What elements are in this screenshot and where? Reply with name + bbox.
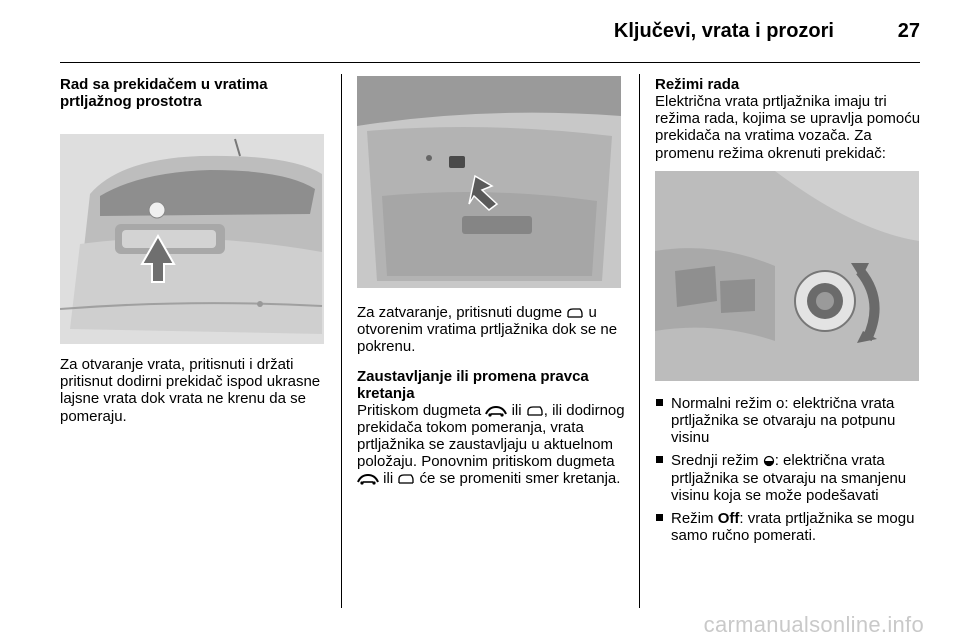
column-right: [655, 76, 925, 550]
paragraph-open-tailgate: Za otvaranje vrata, pritisnuti i držati pritisnut dodirni prekidač ispod ukrasne lajsne vrata dok vrata ne krenu da se pomeraju.: [60, 356, 321, 425]
stop-text-1: Pritiskom dugmeta: [357, 401, 482, 419]
key-tailgate-symbol-icon: [485, 405, 507, 417]
tailgate-button-illustration: [357, 76, 621, 288]
tailgate-rear-illustration: [60, 134, 324, 344]
bullet-marker: [656, 456, 663, 463]
bullet-text-normal-mode: Normalni režim o: električna vrata prtljažnika se otvaraju na potpunu visinu: [671, 394, 896, 447]
close-text-end: u otvorenim vratima prtljažnika dok se ne pokrenu.: [357, 304, 618, 356]
bullet-text-off-mode-a: Režim: [671, 510, 714, 528]
column-divider: [341, 74, 342, 608]
bullet-text-off-label: Off: [717, 510, 740, 528]
bullet-text-medium-mode-a: Srednji režim: [671, 452, 759, 470]
column-middle: [357, 76, 627, 488]
bullet-text-off-mode-b: : vrata prtljažnika se mogu samo ručno pomerati.: [671, 510, 915, 545]
driver-door-switch-illustration: [655, 171, 919, 381]
stop-text-3: , ili dodirnog prekidača tokom pomeranja, vrata prtljažnika se zaustavljaju u aktuelnom položaju. Ponovnim pritiskom dugmeta: [357, 401, 625, 471]
watermark: carmanualsonline.info: [703, 612, 924, 637]
header-title: Ključevi, vrata i prozori: [613, 20, 834, 42]
close-text-start: Za zatvaranje, pritisnuti dugme: [357, 304, 563, 321]
list-item: [655, 395, 925, 447]
paragraph-close-tailgate: [357, 304, 627, 356]
tailgate-close-symbol-icon: [526, 405, 544, 417]
page-number: 27: [897, 20, 920, 42]
paragraph-stop-change: [357, 402, 627, 488]
column-left: [60, 76, 324, 425]
section-heading-modes: Režimi rada: [655, 76, 740, 93]
mode-list: [655, 395, 925, 545]
half-circle-mode-icon: [763, 455, 775, 467]
tailgate-close-symbol-icon: [397, 473, 415, 485]
list-item: [655, 510, 925, 544]
list-item: [655, 452, 925, 504]
stop-text-2: ili: [511, 401, 522, 419]
bullet-text-medium-mode-b: : električna vrata prtljažnika se otvaraju na smanjenu visinu koja se može podešavati: [671, 452, 907, 504]
section-heading-stop-change: Zaustavljanje ili promena pravca kretanja: [357, 367, 589, 402]
key-tailgate-symbol-icon: [357, 473, 379, 485]
bullet-marker: [656, 399, 663, 406]
bullet-marker: [656, 514, 663, 521]
stop-text-5: će se promeniti smer kretanja.: [419, 470, 621, 488]
column-divider: [639, 74, 640, 608]
stop-text-4: ili: [383, 470, 394, 488]
paragraph-modes: Električna vrata prtljažnika imaju tri režima rada, kojima se upravlja pomoću prekidača na vratima vozača. Za promenu režima okrenuti prekidač:: [655, 93, 921, 162]
page-header: [60, 14, 920, 63]
tailgate-close-symbol-icon: [566, 307, 584, 319]
section-heading-tailgate-switch: Rad sa prekidačem u vratima prtljažnog prostotra: [60, 76, 268, 110]
